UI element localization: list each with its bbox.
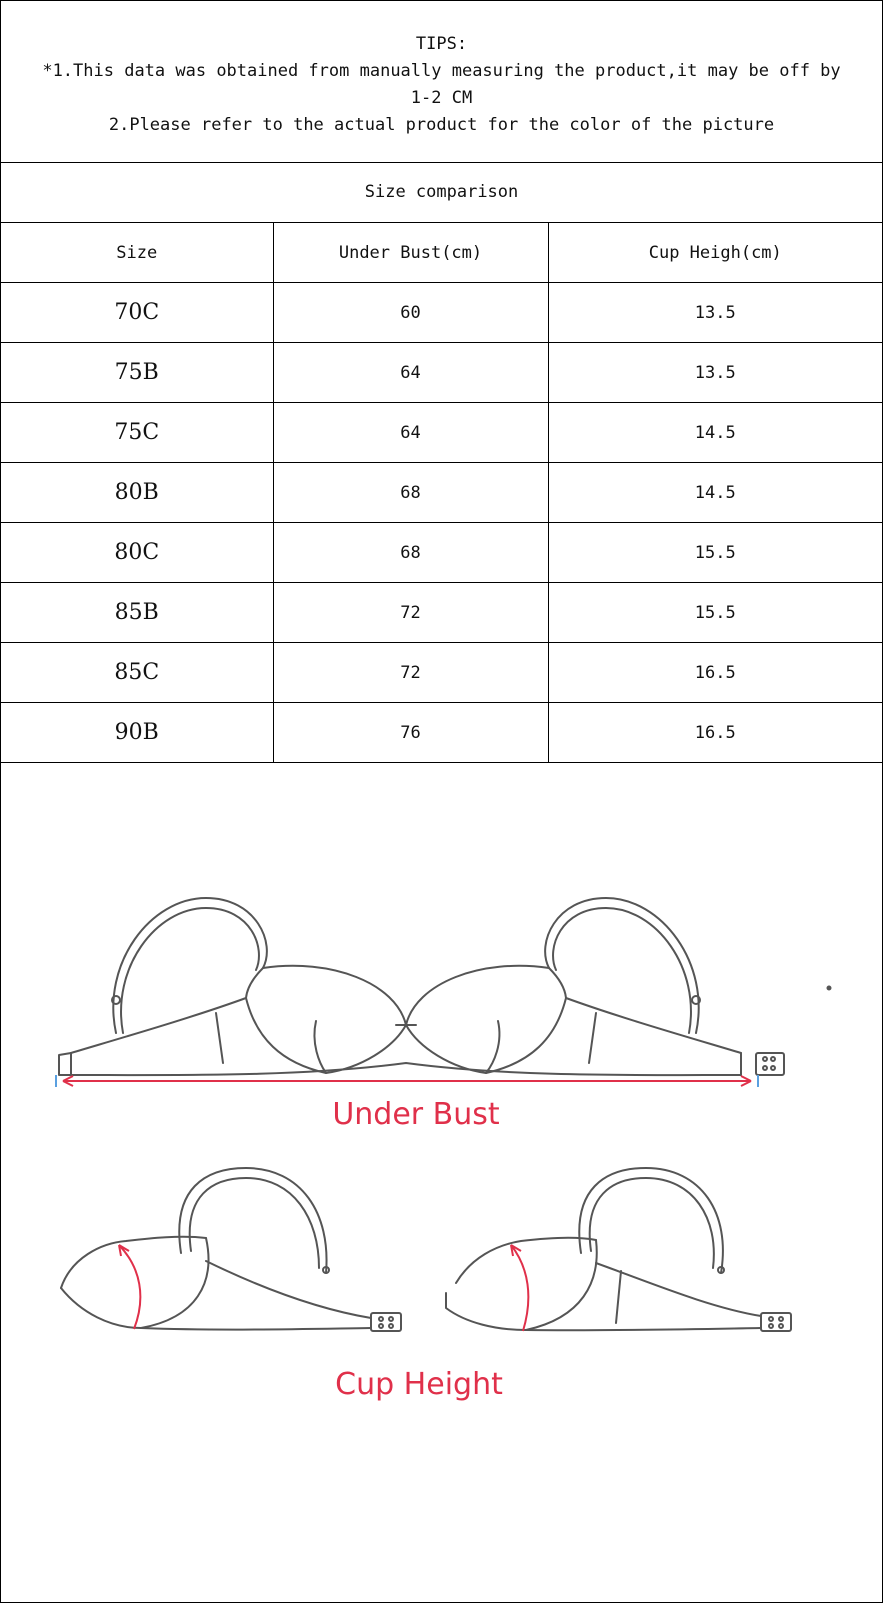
cell-cup-height: 14.5 <box>548 463 882 523</box>
cell-size: 70C <box>1 283 273 343</box>
tips-heading: TIPS: <box>415 34 468 54</box>
cell-cup-height: 16.5 <box>548 703 882 763</box>
header-size: Size <box>1 223 273 283</box>
cup-height-arrow-left <box>119 1245 140 1329</box>
cell-cup-height: 15.5 <box>548 583 882 643</box>
cell-cup-height: 16.5 <box>548 643 882 703</box>
tips-line-3: 2.Please refer to the actual product for the color of the picture <box>108 115 775 135</box>
cell-cup-height: 13.5 <box>548 343 882 403</box>
cell-under-bust: 76 <box>273 703 548 763</box>
table-row <box>1 523 882 583</box>
cell-size: 75C <box>1 403 273 463</box>
header-under-bust: Under Bust(cm) <box>273 223 548 283</box>
cell-under-bust: 68 <box>273 463 548 523</box>
cell-under-bust: 60 <box>273 283 548 343</box>
cup-height-label: Cup Height <box>335 1367 503 1402</box>
tips-panel <box>1 1 882 163</box>
bra-front-view <box>59 898 831 1075</box>
table-caption: Size comparison <box>1 163 882 223</box>
tips-line-2: 1-2 CM <box>410 88 473 108</box>
tips-line-1: *1.This data was obtained from manually measuring the product,it may be off by <box>42 61 841 81</box>
bra-side-view-right <box>446 1168 791 1331</box>
cell-cup-height: 13.5 <box>548 283 882 343</box>
table-header-row <box>1 223 882 283</box>
cell-cup-height: 15.5 <box>548 523 882 583</box>
cup-height-arrow-right <box>511 1245 528 1331</box>
cell-size: 75B <box>1 343 273 403</box>
table-row <box>1 283 882 343</box>
cell-under-bust: 64 <box>273 343 548 403</box>
cell-size: 80B <box>1 463 273 523</box>
size-table <box>1 223 882 763</box>
cell-size: 85C <box>1 643 273 703</box>
table-row <box>1 643 882 703</box>
measurement-diagram <box>1 763 882 1602</box>
cell-under-bust: 72 <box>273 643 548 703</box>
table-row <box>1 583 882 643</box>
cell-under-bust: 72 <box>273 583 548 643</box>
table-row <box>1 343 882 403</box>
table-row <box>1 703 882 763</box>
table-row <box>1 403 882 463</box>
under-bust-label: Under Bust <box>332 1097 500 1132</box>
cell-under-bust: 68 <box>273 523 548 583</box>
table-row <box>1 463 882 523</box>
bra-side-view-left <box>61 1168 401 1331</box>
cell-size: 85B <box>1 583 273 643</box>
cell-cup-height: 14.5 <box>548 403 882 463</box>
header-cup-height: Cup Heigh(cm) <box>548 223 882 283</box>
cell-under-bust: 64 <box>273 403 548 463</box>
cell-size: 90B <box>1 703 273 763</box>
cell-size: 80C <box>1 523 273 583</box>
measurement-illustration <box>1 763 882 1602</box>
